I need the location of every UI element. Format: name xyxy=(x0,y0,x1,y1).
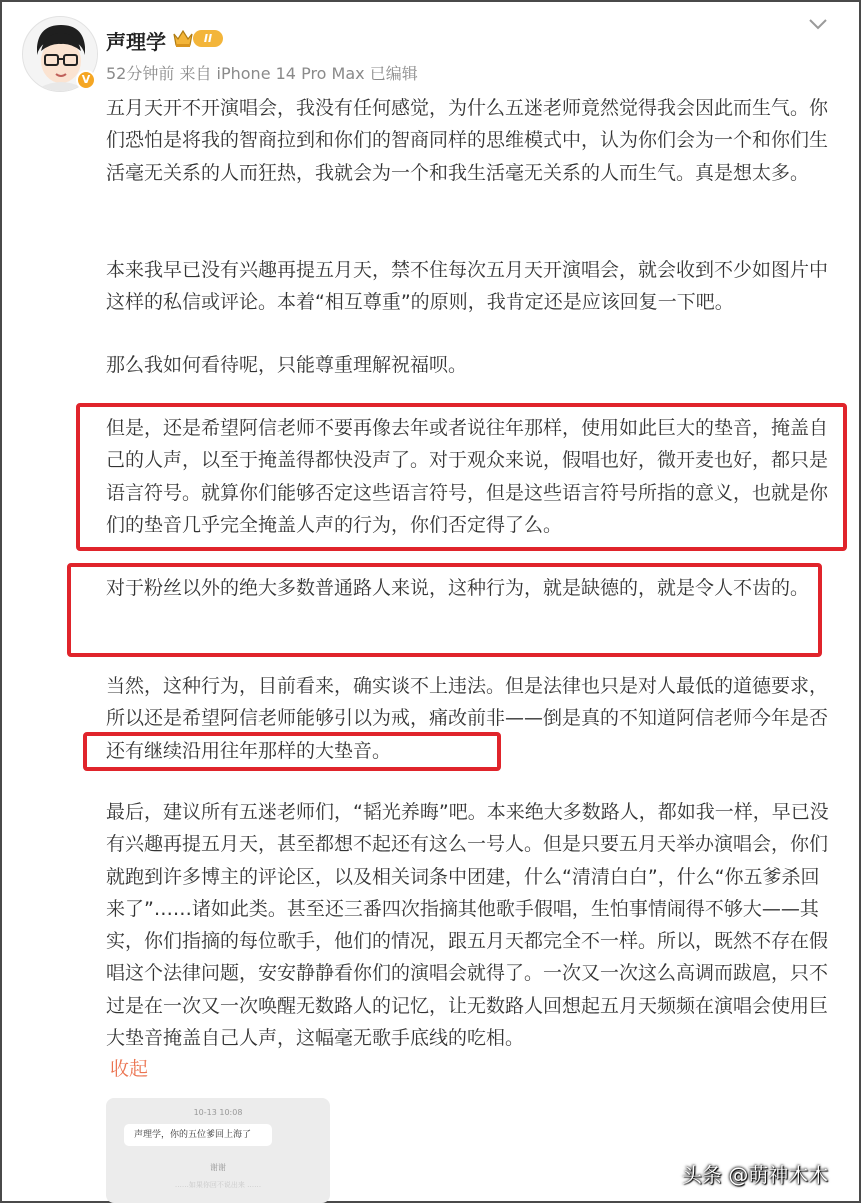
paragraph-1: 五月天开不开演唱会，我没有任何感觉，为什么五迷老师竟然觉得我会因此而生气。你们恐怕是将我的智商拉到和你们的智商同样的思维模式中，认为你们会为一个和你们生活毫无关系的人而狂热，我就会为一个和我生活毫无关系的人而生气。真是想太多。 xyxy=(106,97,829,184)
collapse-link[interactable]: 收起 xyxy=(110,1058,149,1080)
thumbnail-thanks: 谢谢 xyxy=(210,1163,226,1172)
level-badge: II xyxy=(193,30,223,47)
highlight-box-2 xyxy=(67,563,822,657)
paragraph-5: 对于粉丝以外的绝大多数普通路人来说，这种行为，就是缺德的，就是令人不齿的。 xyxy=(106,577,810,599)
highlight-box-1 xyxy=(76,403,847,551)
highlight-box-3 xyxy=(83,732,501,771)
thumbnail-message-bubble: 声理学，你的五位爹回上海了 xyxy=(124,1124,272,1146)
paragraph-7: 最后，建议所有五迷老师们，“韬光养晦”吧。本来绝大多数路人，都如我一样，早已没有兴趣再提五月天，甚至都想不起还有这么一号人。但是只要五月天举办演唱会，你们就跑到许多博主的评论区，以及相关词条中团建，什么“清清白白”，什么“你五爹杀回来了”……诸如此类。甚至还三番四次指摘其他歌手假唱，生怕事情闹得不够大——其实，你们指摘的每位歌手，他们的情况，跟五月天都完全不一样。所以，既然不存在假唱这个法律问题，安安静静看你们的演唱会就得了。一次又一次这么高调而跋扈，只不过是在一次又一次唤醒无数路人的记忆，让无数路人回想起五月天频频在演唱会使用巨大垫音掩盖自己人声，这幅毫无歌手底线的吃相。 xyxy=(106,801,829,1050)
paragraph-4: 但是，还是希望阿信老师不要再像去年或者说往年那样，使用如此巨大的垫音，掩盖自己的人声，以至于掩盖得都快没声了。对于观众来说，假唱也好，微开麦也好，都只是语言符号。就算你们能够否定这些语言符号，但是这些语言符号所指的意义，也就是你们的垫音几乎完全掩盖人声的行为，你们否定得了么。 xyxy=(106,417,829,536)
thumbnail-faded-line: ……如果你回不说出来 …… xyxy=(174,1181,262,1189)
username[interactable]: 声理学 xyxy=(106,30,166,54)
watermark: 头条 @萌神木木 xyxy=(682,1163,829,1187)
thumbnail-time: 10-13 10:08 xyxy=(193,1108,243,1117)
paragraph-3: 那么我如何看待呢，只能尊重理解祝福呗。 xyxy=(106,354,468,376)
crown-icon xyxy=(172,28,194,48)
post-meta: 52分钟前 来自 iPhone 14 Pro Max 已编辑 xyxy=(106,64,418,83)
paragraph-2: 本来我早已没有兴趣再提五月天，禁不住每次五月天开演唱会，就会收到不少如图片中这样的私信或评论。本着“相互尊重”的原则，我肯定还是应该回复一下吧。 xyxy=(106,259,829,314)
paragraph-6: 当然，这种行为，目前看来，确实谈不上违法。但是法律也只是对人最低的道德要求，所以还是希望阿信老师能够引以为戒，痛改前非——倒是真的不知道阿信老师今年是否还有继续沿用往年那样的大垫音。 xyxy=(106,675,829,762)
verified-badge-icon: V xyxy=(76,70,96,90)
attached-image-thumbnail[interactable] xyxy=(106,1098,330,1203)
chevron-down-icon[interactable] xyxy=(806,14,830,34)
